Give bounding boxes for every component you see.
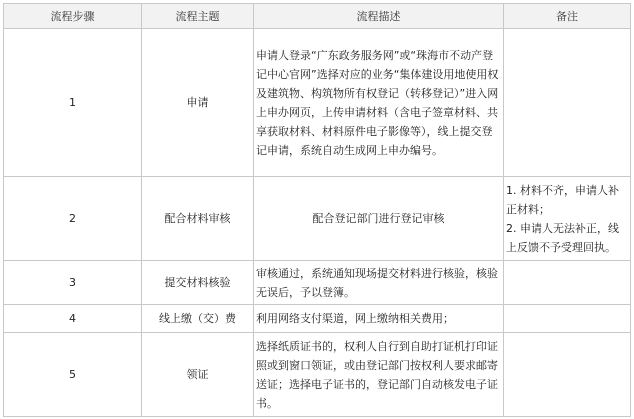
step-cell: 3 (4, 261, 142, 305)
note-cell (504, 305, 631, 333)
description-cell: 利用网络支付渠道，网上缴纳相关费用； (254, 305, 504, 333)
topic-cell: 申请 (142, 29, 254, 177)
topic-cell: 领证 (142, 333, 254, 417)
table-row (4, 333, 631, 417)
step-cell: 2 (4, 177, 142, 261)
note-cell (504, 261, 631, 305)
header-step: 流程步骤 (4, 4, 142, 29)
description-cell: 选择纸质证书的，权利人自行到自助打证机打印证照或到窗口领证，或由登记部门按权利人要求邮寄送证；选择电子证书的，登记部门自动核发电子证书。 (254, 333, 504, 417)
topic-cell: 提交材料核验 (142, 261, 254, 305)
table-row (4, 305, 631, 333)
table-row (4, 29, 631, 177)
table-row (4, 177, 631, 261)
header-topic: 流程主题 (142, 4, 254, 29)
step-cell: 4 (4, 305, 142, 333)
header-description: 流程描述 (254, 4, 504, 29)
table-row (4, 261, 631, 305)
note-cell (504, 177, 631, 261)
header-note: 备注 (504, 4, 631, 29)
process-table-grid (3, 3, 631, 417)
step-cell: 5 (4, 333, 142, 417)
description-cell: 配合登记部门进行登记审核 (254, 177, 504, 261)
topic-cell: 线上缴（交）费 (142, 305, 254, 333)
process-table (3, 3, 630, 415)
topic-cell: 配合材料审核 (142, 177, 254, 261)
description-cell: 审核通过，系统通知现场提交材料进行核验，核验无误后，予以登簿。 (254, 261, 504, 305)
note-line-1: 1. 材料不齐，申请人补正材料； (506, 183, 619, 216)
step-cell: 1 (4, 29, 142, 177)
header-row (4, 4, 631, 29)
description-cell: 申请人登录“广东政务服务网”或“珠海市不动产登记中心官网”选择对应的业务“集体建设用地使用权及建筑物、构筑物所有权登记（转移登记）”进入网上申办网页，上传申请材料（含电子签章材料、共享获取材料、材料原件电子影像等），线上提交登记申请，系统自动生成网上申办编号。 (254, 29, 504, 177)
note-cell (504, 333, 631, 417)
note-cell (504, 29, 631, 177)
note-line-2: 2. 申请人无法补正，线上反馈不予受理回执。 (506, 221, 619, 254)
